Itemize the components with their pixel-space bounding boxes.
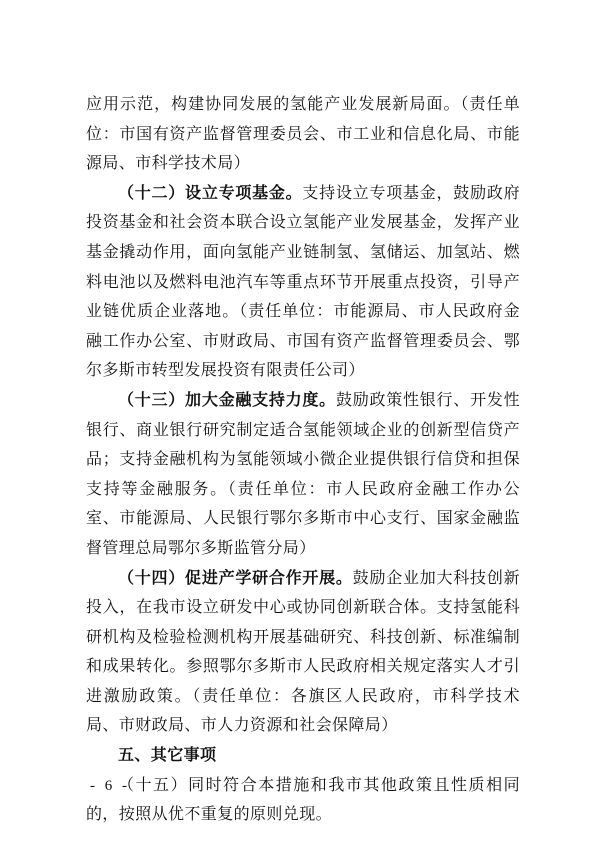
clause-heading: （十三）加大金融支持力度。: [118, 389, 336, 409]
clause-heading: （十四）促进产学研合作开展。: [118, 567, 353, 587]
clause-body: 鼓励企业加大科技创新投入，在我市设立研发中心或协同创新联合体。支持氢能科研机构及检验检测机构开展基础研究、科技创新、标准编制和成果转化。参照鄂尔多斯市人民政府相关规定落实人才引进激励政策。（责任单位：各旗区人民政府，市科学技术局、市财政局、市人力资源和社会保障局）: [86, 567, 520, 735]
page-number: - 6 -: [90, 778, 130, 794]
paragraph-other-matters: （十五）同时符合本措施和我市其他政策且性质相同的，按照从优不重复的原则兑现。: [86, 774, 520, 824]
clause-body: 鼓励政策性银行、开发性银行、商业银行研究制定适合氢能领域企业的创新型信贷产品；支持金融机构为氢能领域小微企业提供银行信贷和担保支持等金融服务。（责任单位：市人民政府金融工作办公室、市能源局、人民银行鄂尔多斯市中心支行、国家金融监督管理总局鄂尔多斯监管分局）: [86, 389, 521, 557]
paragraph-special-fund: [86, 178, 520, 385]
clause-body: 支持设立专项基金，鼓励政府投资基金和社会资本联合设立氢能产业发展基金，发挥产业基金撬动作用，面向氢能产业链制氢、氢储运、加氢站、燃料电池以及燃料电池汽车等重点环节开展重点投资，引导产业链优质企业落地。（责任单位：市能源局、市人民政府金融工作办公室、市财政局、市国有资产监督管理委员会、鄂尔多斯市转型发展投资有限责任公司）: [86, 182, 520, 380]
page-body: [86, 89, 520, 829]
paragraph-continuation: 应用示范，构建协同发展的氢能产业发展新局面。（责任单位：市国有资产监督管理委员会、市工业和信息化局、市能源局、市科学技术局）: [86, 94, 520, 173]
paragraph-industry-academia: [86, 563, 520, 741]
clause-heading: （十二）设立专项基金。: [118, 182, 303, 202]
paragraph-financial-support: [86, 385, 520, 563]
section-title: 五、其它事项: [118, 745, 217, 765]
